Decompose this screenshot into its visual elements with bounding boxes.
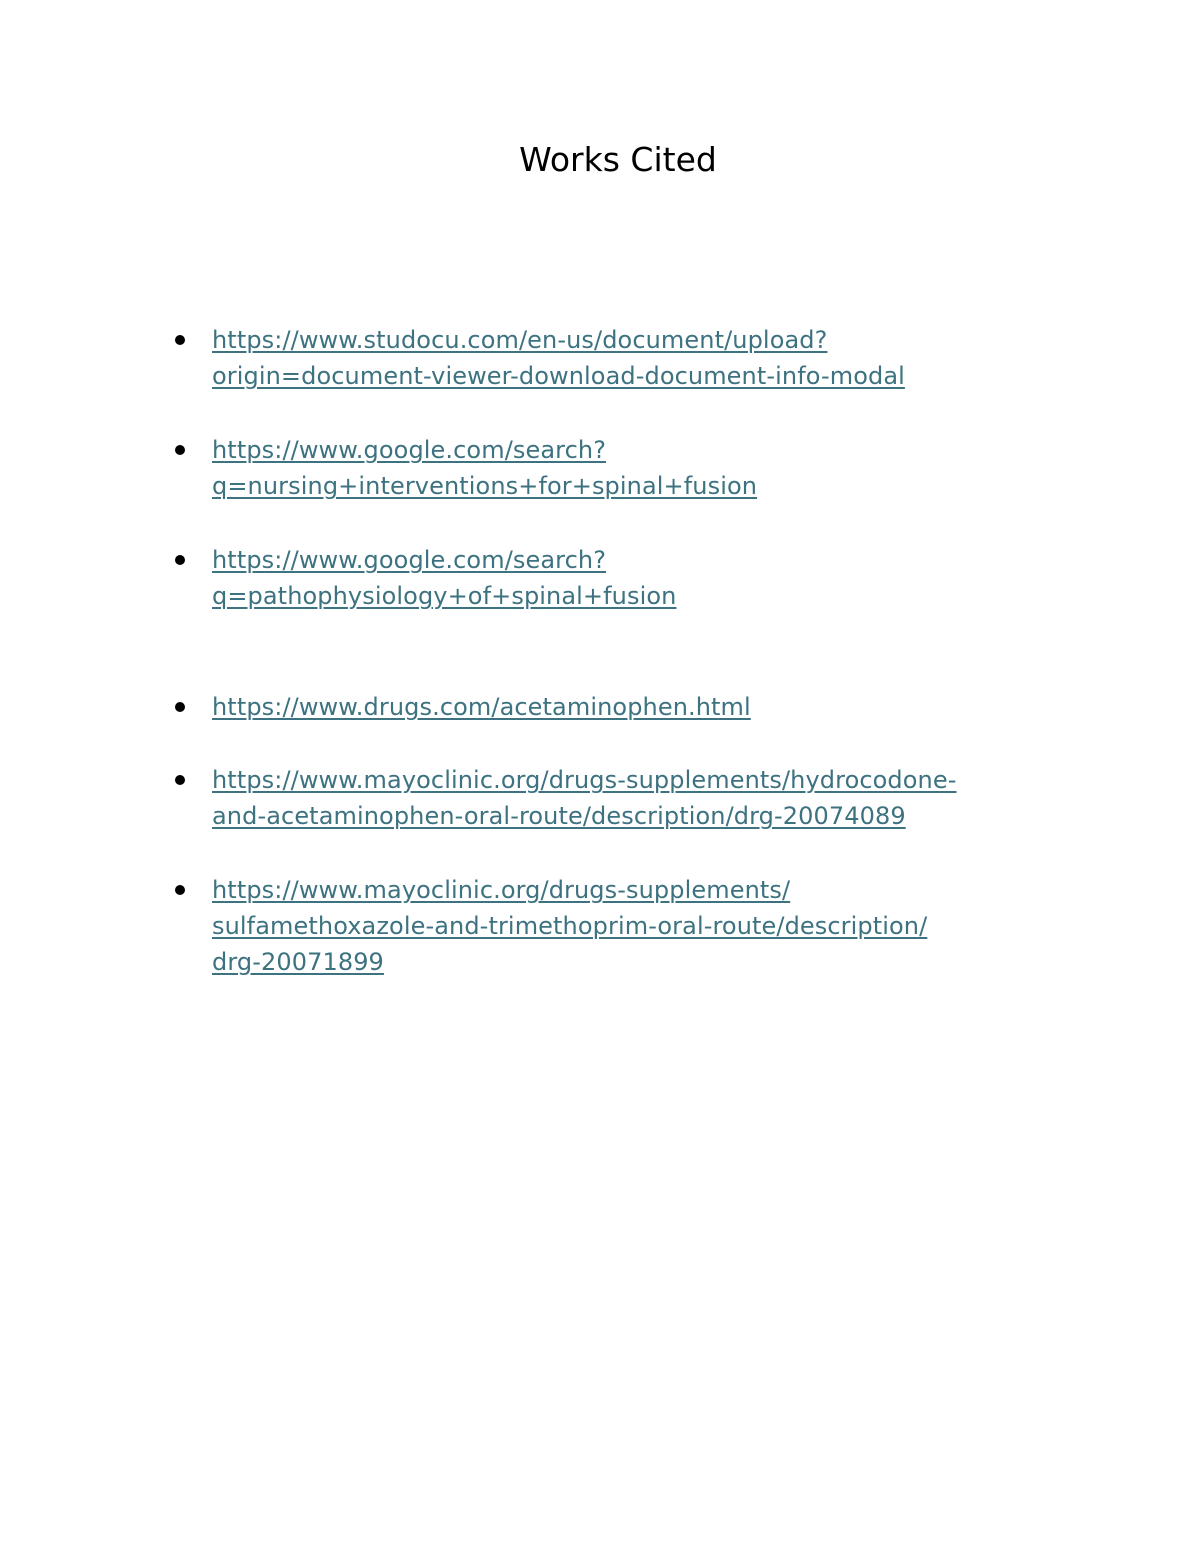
- bullet-icon: [175, 885, 185, 895]
- citation-link-line: q=pathophysiology+of+spinal+fusion: [212, 582, 677, 610]
- citation-link-line: q=nursing+interventions+for+spinal+fusion: [212, 472, 758, 500]
- citation-link-line: https://www.drugs.com/acetaminophen.html: [212, 693, 751, 721]
- citation-link[interactable]: [212, 432, 1092, 504]
- citation-link-line: origin=document-viewer-download-document-info-modal: [212, 362, 905, 390]
- citation-link[interactable]: [212, 872, 1092, 980]
- citation-link[interactable]: [212, 762, 1092, 834]
- citation-link[interactable]: [212, 322, 1092, 394]
- bullet-icon: [175, 335, 185, 345]
- citation-link-line: https://www.studocu.com/en-us/document/upload?: [212, 326, 828, 354]
- citation-link-line: sulfamethoxazole-and-trimethoprim-oral-route/description/: [212, 912, 928, 940]
- citation-link-line: https://www.mayoclinic.org/drugs-supplements/hydrocodone-: [212, 766, 957, 794]
- citation-link-line: https://www.google.com/search?: [212, 546, 607, 574]
- citation-link-line: and-acetaminophen-oral-route/description/drg-20074089: [212, 802, 906, 830]
- bullet-icon: [175, 775, 185, 785]
- page-title: Works Cited: [519, 140, 717, 179]
- bullet-icon: [175, 445, 185, 455]
- citation-link[interactable]: [212, 542, 1092, 614]
- citation-link[interactable]: [212, 689, 1092, 725]
- bullet-icon: [175, 555, 185, 565]
- citation-link-line: drg-20071899: [212, 948, 384, 976]
- bullet-icon: [175, 702, 185, 712]
- citation-link-line: https://www.google.com/search?: [212, 436, 607, 464]
- citation-link-line: https://www.mayoclinic.org/drugs-supplements/: [212, 876, 791, 904]
